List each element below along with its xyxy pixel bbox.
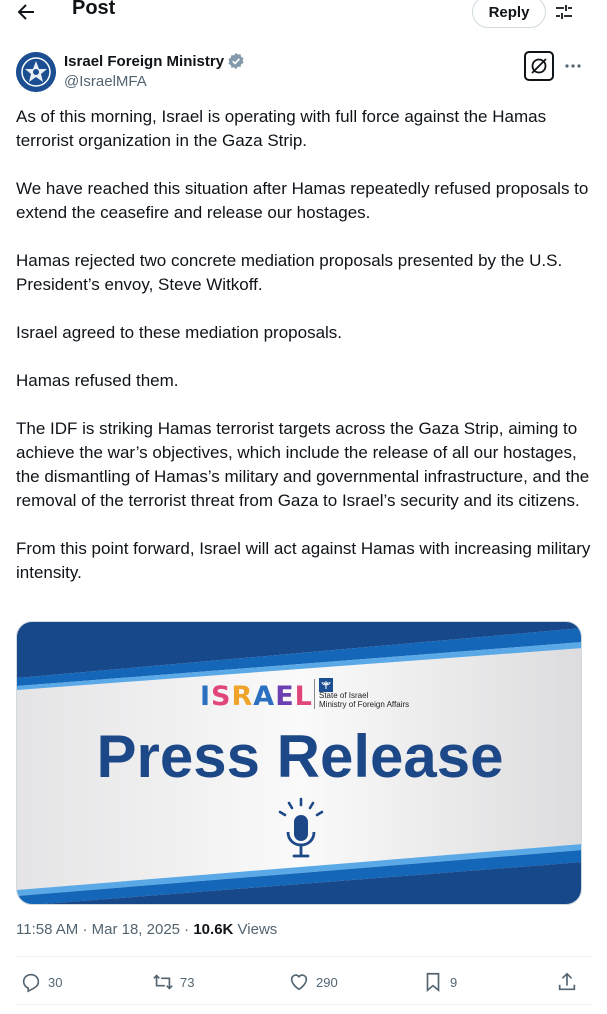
- grok-button[interactable]: [524, 51, 554, 81]
- post-paragraph: Hamas refused them.: [16, 371, 179, 390]
- post-text: [16, 105, 591, 609]
- views-count: 10.6K: [193, 921, 234, 938]
- sliders-icon[interactable]: [554, 2, 574, 22]
- reply-icon: [20, 971, 42, 993]
- page-title: Post: [72, 0, 116, 19]
- post-paragraph: As of this morning, Israel is operating with full force against the Hamas terrorist organization in the Gaza Strip.: [16, 107, 547, 150]
- back-arrow-icon[interactable]: [14, 0, 38, 24]
- israel-logo: ISRAEL: [200, 681, 313, 712]
- post-paragraph: Israel agreed to these mediation proposals.: [16, 323, 343, 342]
- ministry-emblem-icon: [16, 52, 56, 92]
- avatar[interactable]: [16, 52, 56, 92]
- repost-count: 73: [180, 974, 195, 990]
- post-paragraph: Hamas rejected two concrete mediation proposals presented by the U.S. President’s envoy, Steve Witkoff.: [16, 251, 563, 294]
- bookmark-action[interactable]: [422, 968, 457, 996]
- share-icon: [556, 971, 578, 993]
- reply-count: 30: [48, 974, 63, 990]
- bookmark-count: 9: [450, 974, 458, 990]
- post-paragraph: The IDF is striking Hamas terrorist targets across the Gaza Strip, aiming to achieve the war’s objectives, which include the release of all our hostages, the dismantling of Hamas’s military and governmental infrastructure, and the removal of the terrorist threat from Gaza to Israel’s security and its citizens.: [16, 419, 590, 510]
- post-paragraph: We have reached this situation after Hamas repeatedly refused proposals to extend the ceasefire and release our hostages.: [16, 179, 589, 222]
- post-date[interactable]: Mar 18, 2025: [91, 921, 180, 938]
- reply-action[interactable]: [20, 968, 62, 996]
- views-label: Views: [237, 921, 278, 938]
- divider: [16, 956, 591, 957]
- menorah-emblem-icon: [319, 678, 333, 692]
- post-meta: 11:58 AM · Mar 18, 2025 · 10.6K Views: [16, 921, 278, 938]
- divider: [16, 1004, 591, 1005]
- like-count: 290: [316, 974, 338, 990]
- press-release-title: Press Release: [96, 723, 504, 790]
- repost-action[interactable]: [152, 968, 194, 996]
- heart-icon: [288, 971, 310, 993]
- bookmark-icon: [422, 971, 444, 993]
- action-bar: [0, 968, 607, 996]
- share-action[interactable]: [556, 968, 584, 996]
- logo-divider: [314, 679, 315, 709]
- grok-icon: [529, 56, 549, 76]
- repost-icon: [152, 971, 174, 993]
- like-action[interactable]: [288, 968, 338, 996]
- microphone-icon: [275, 796, 327, 862]
- ministry-line1: State of Israel: [319, 691, 369, 700]
- ministry-line2: Ministry of Foreign Affairs: [319, 700, 410, 709]
- author-handle[interactable]: @IsraelMFA: [64, 73, 147, 90]
- verified-badge-icon: [227, 52, 245, 70]
- more-options-icon[interactable]: [564, 56, 582, 76]
- post-time[interactable]: 11:58 AM: [16, 921, 79, 938]
- top-bar: [0, 0, 607, 28]
- post-paragraph: From this point forward, Israel will act against Hamas with increasing military intensity.: [16, 539, 591, 582]
- reply-button[interactable]: Reply: [472, 0, 546, 28]
- press-release-image[interactable]: [16, 621, 582, 905]
- author-name-text: Israel Foreign Ministry: [64, 52, 225, 70]
- author-name[interactable]: [64, 52, 245, 70]
